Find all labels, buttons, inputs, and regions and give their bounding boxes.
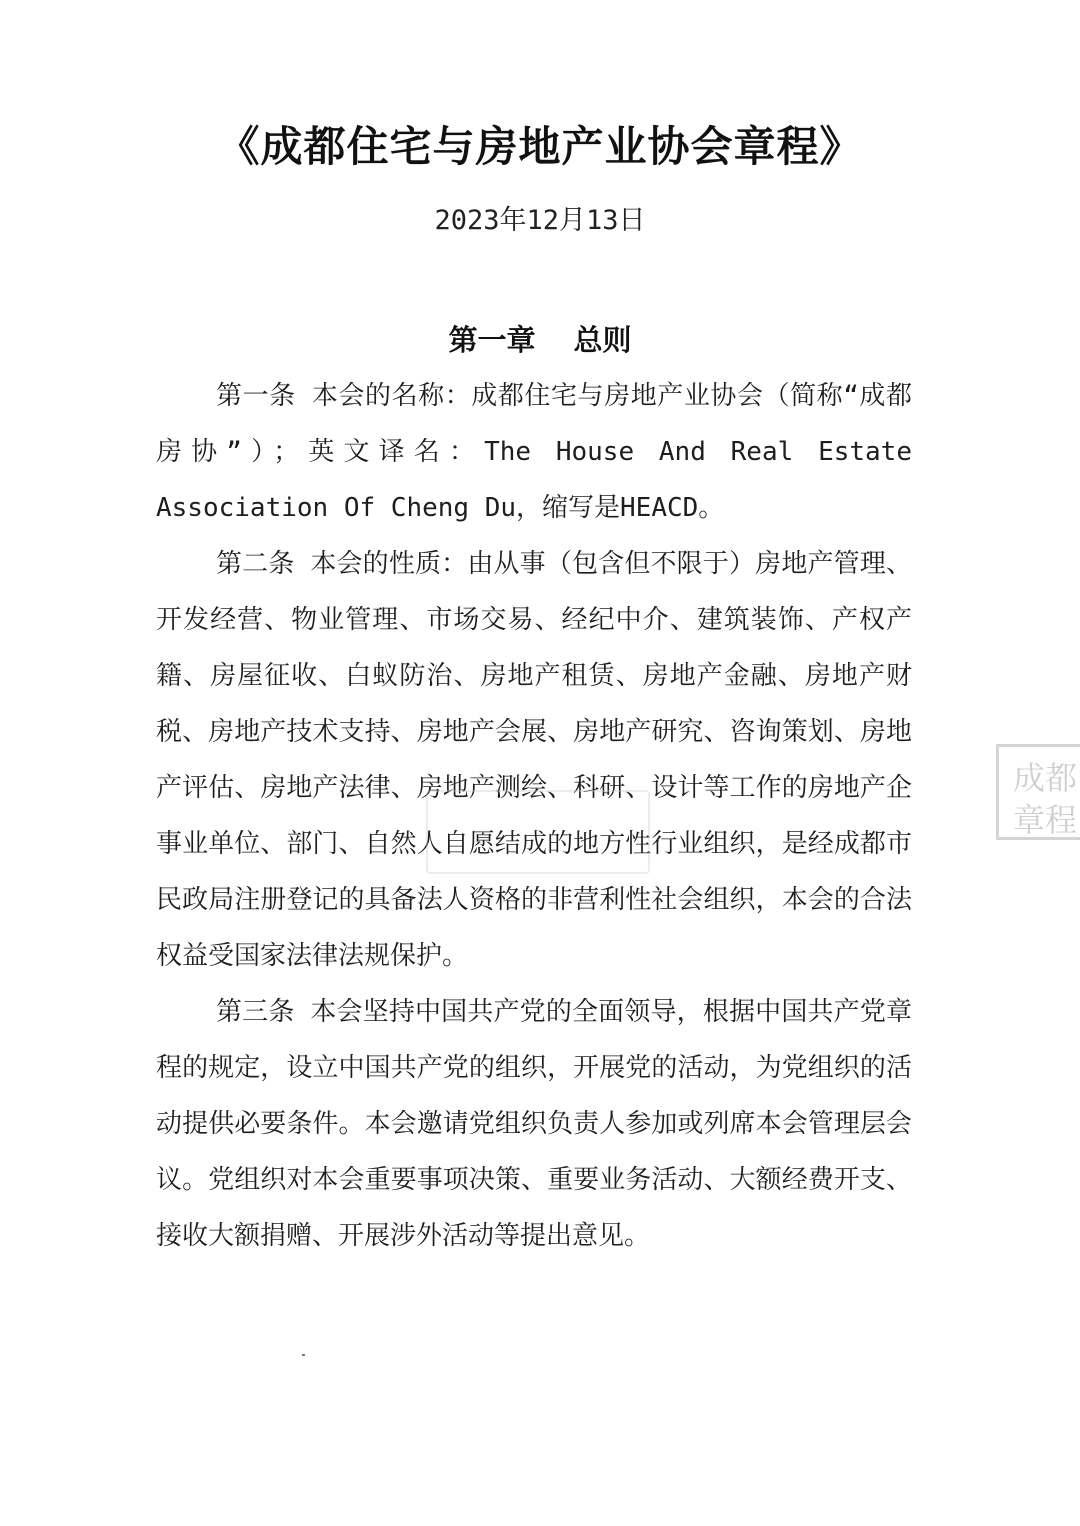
chapter-name: 总则 xyxy=(573,323,632,357)
document-title: 《成都住宅与房地产业协会章程》 xyxy=(217,122,863,171)
faint-seal-mark xyxy=(426,790,650,874)
scan-speck xyxy=(302,1354,305,1356)
seal-stamp-glyph: 章程 xyxy=(1013,801,1078,839)
seal-stamp xyxy=(996,744,1080,840)
article-paragraph: 第三条 本会坚持中国共产党的全面领导，根据中国共产党章程的规定，设立中国共产党的组织，开展党的活动，为党组织的活动提供必要条件。本会邀请党组织负责人参加或列席本会管理层会议。党组织对本会重要事项决策、重要业务活动、大额经费开支、接收大额捐赠、开展涉外活动等提出意见。 xyxy=(156,997,912,1251)
document-date: 2023年12月13日 xyxy=(434,205,646,236)
seal-stamp-icon xyxy=(999,747,1080,840)
chapter-number: 第一章 xyxy=(448,323,536,357)
article-paragraph: 第一条 本会的名称：成都住宅与房地产业协会（简称“成都房协”）；英文译名：The House And Real Estate Association Of Cheng Du，缩写是HEACD。 xyxy=(156,381,912,523)
chapter-heading xyxy=(0,318,1080,359)
seal-stamp-glyph: 成都 xyxy=(1013,759,1078,797)
article-paragraph: 第二条 本会的性质：由从事（包含但不限于）房地产管理、开发经营、物业管理、市场交易、经纪中介、建筑装饰、产权产籍、房屋征收、白蚁防治、房地产租赁、房地产金融、房地产财税、房地产技术支持、房地产会展、房地产研究、咨询策划、房地产评估、房地产法律、房地产测绘、科研、设计等工作的房地产企事业单位、部门、自然人自愿结成的地方性行业组织，是经成都市民政局注册登记的具备法人资格的非营利性社会组织，本会的合法权益受国家法律法规保护。 xyxy=(156,549,912,971)
